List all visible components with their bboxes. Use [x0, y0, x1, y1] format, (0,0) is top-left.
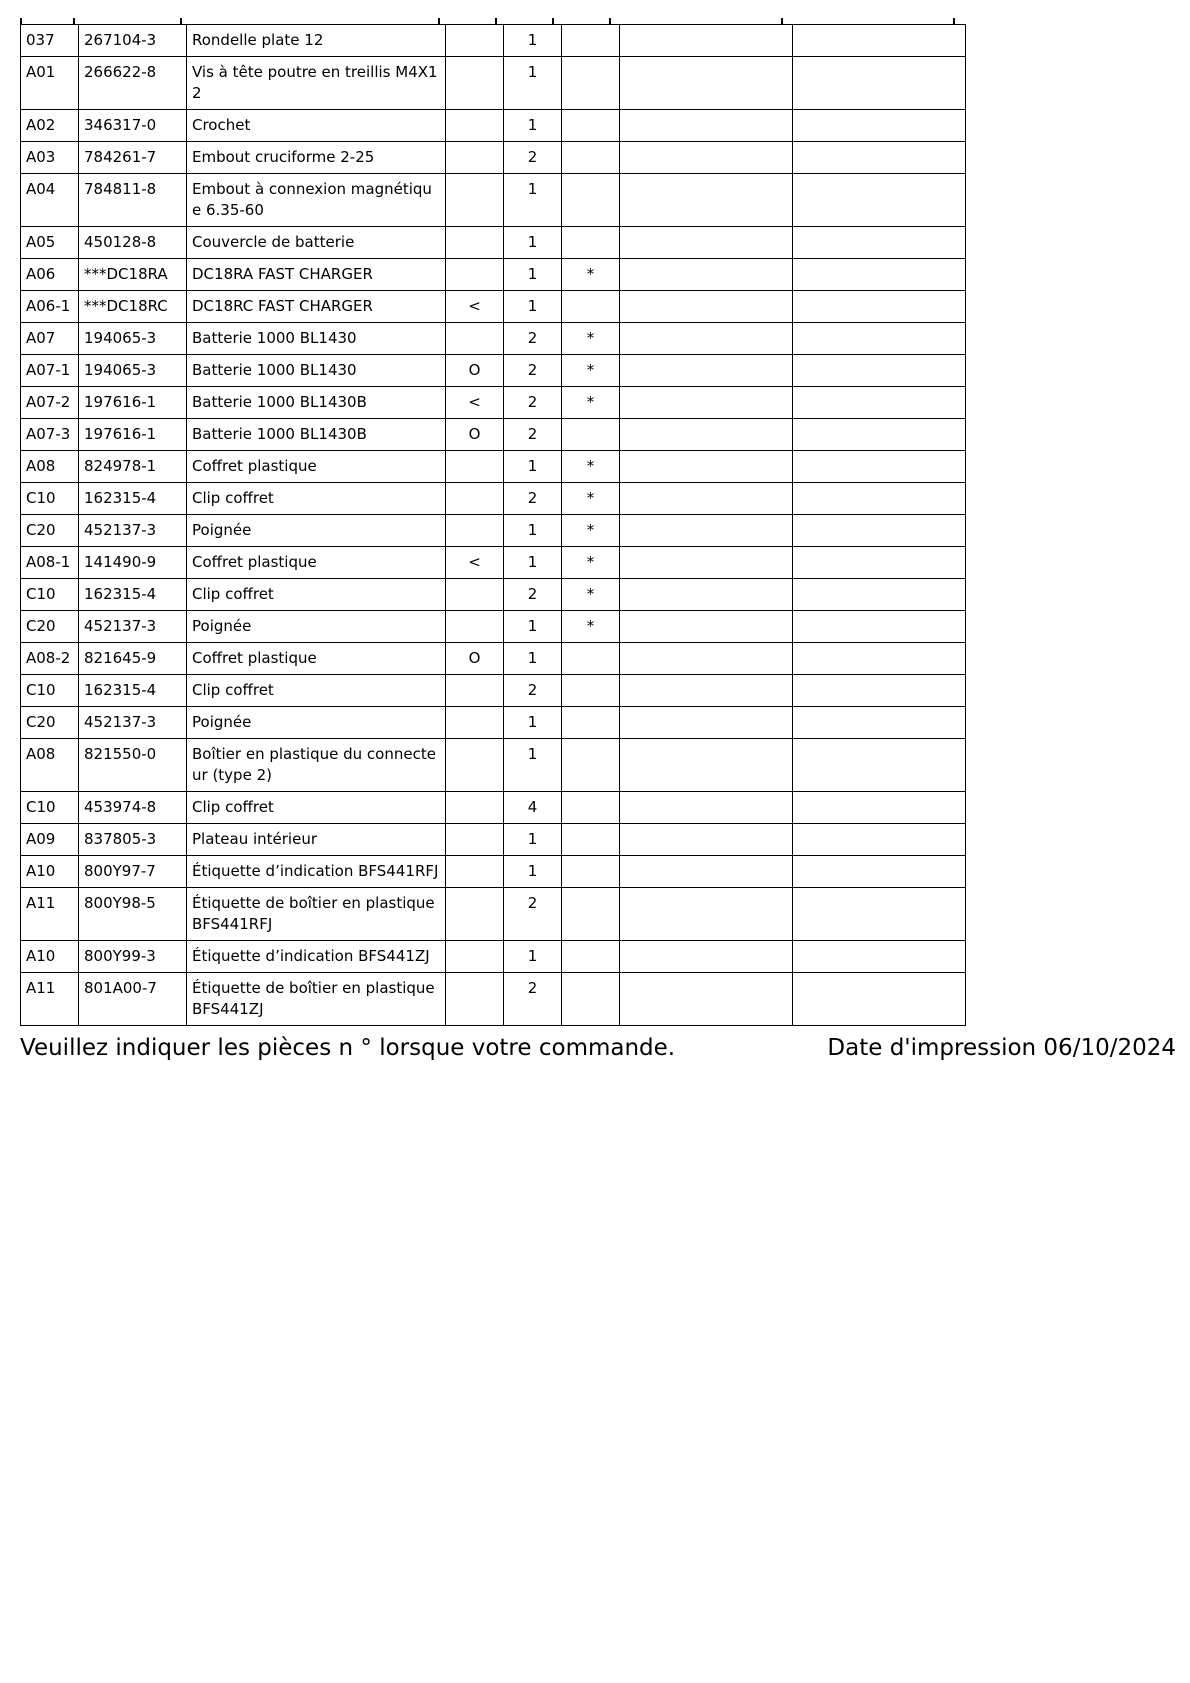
- empty-cell: [620, 174, 793, 227]
- empty-cell: [793, 387, 966, 419]
- quantity-cell: 1: [504, 57, 562, 110]
- empty-cell: [620, 643, 793, 675]
- table-row: [21, 611, 966, 643]
- ref-cell: A06-1: [21, 291, 79, 323]
- quantity-cell: 1: [504, 856, 562, 888]
- table-row: [21, 888, 966, 941]
- table-row: [21, 675, 966, 707]
- ref-cell: A03: [21, 142, 79, 174]
- empty-cell: [620, 451, 793, 483]
- status-mark-cell: [446, 739, 504, 792]
- flag-cell: [562, 941, 620, 973]
- quantity-cell: 1: [504, 547, 562, 579]
- ref-cell: C20: [21, 707, 79, 739]
- flag-cell: [562, 142, 620, 174]
- empty-cell: [620, 387, 793, 419]
- description-cell: Boîtier en plastique du connecteur (type 2): [187, 739, 446, 792]
- empty-cell: [620, 792, 793, 824]
- description-cell: Couvercle de batterie: [187, 227, 446, 259]
- ref-cell: C20: [21, 515, 79, 547]
- flag-cell: [562, 824, 620, 856]
- table-row: [21, 547, 966, 579]
- part-number-cell: 450128-8: [79, 227, 187, 259]
- description-cell: Batterie 1000 BL1430B: [187, 419, 446, 451]
- flag-cell: [562, 643, 620, 675]
- description-cell: Clip coffret: [187, 792, 446, 824]
- empty-cell: [620, 675, 793, 707]
- ref-cell: A08-2: [21, 643, 79, 675]
- table-row: [21, 451, 966, 483]
- table-row: [21, 323, 966, 355]
- flag-cell: *: [562, 547, 620, 579]
- flag-cell: [562, 110, 620, 142]
- ref-cell: A07-3: [21, 419, 79, 451]
- flag-cell: [562, 174, 620, 227]
- empty-cell: [620, 57, 793, 110]
- table-row: [21, 856, 966, 888]
- table-row: [21, 579, 966, 611]
- table-row: [21, 824, 966, 856]
- quantity-cell: 1: [504, 25, 562, 57]
- empty-cell: [620, 355, 793, 387]
- part-number-cell: 197616-1: [79, 419, 187, 451]
- status-mark-cell: [446, 323, 504, 355]
- status-mark-cell: [446, 973, 504, 1026]
- empty-cell: [793, 888, 966, 941]
- quantity-cell: 2: [504, 419, 562, 451]
- status-mark-cell: O: [446, 355, 504, 387]
- part-number-cell: ***DC18RA: [79, 259, 187, 291]
- empty-cell: [793, 547, 966, 579]
- empty-cell: [793, 483, 966, 515]
- empty-cell: [620, 259, 793, 291]
- table-row: [21, 792, 966, 824]
- part-number-cell: 452137-3: [79, 515, 187, 547]
- flag-cell: [562, 707, 620, 739]
- empty-cell: [620, 739, 793, 792]
- ref-cell: A07: [21, 323, 79, 355]
- part-number-cell: 800Y98-5: [79, 888, 187, 941]
- flag-cell: [562, 792, 620, 824]
- description-cell: DC18RC FAST CHARGER: [187, 291, 446, 323]
- status-mark-cell: [446, 824, 504, 856]
- part-number-cell: 800Y97-7: [79, 856, 187, 888]
- table-row: [21, 355, 966, 387]
- status-mark-cell: <: [446, 291, 504, 323]
- status-mark-cell: O: [446, 643, 504, 675]
- part-number-cell: 162315-4: [79, 579, 187, 611]
- empty-cell: [620, 142, 793, 174]
- quantity-cell: 1: [504, 824, 562, 856]
- quantity-cell: 1: [504, 739, 562, 792]
- flag-cell: *: [562, 451, 620, 483]
- table-row: [21, 739, 966, 792]
- parts-table-body: [21, 25, 966, 1026]
- quantity-cell: 2: [504, 387, 562, 419]
- quantity-cell: 2: [504, 323, 562, 355]
- status-mark-cell: [446, 515, 504, 547]
- quantity-cell: 1: [504, 174, 562, 227]
- quantity-cell: 2: [504, 355, 562, 387]
- description-cell: Étiquette de boîtier en plastique BFS441ZJ: [187, 973, 446, 1026]
- empty-cell: [620, 419, 793, 451]
- flag-cell: *: [562, 579, 620, 611]
- description-cell: Coffret plastique: [187, 451, 446, 483]
- status-mark-cell: [446, 110, 504, 142]
- table-row: [21, 643, 966, 675]
- flag-cell: [562, 856, 620, 888]
- empty-cell: [793, 515, 966, 547]
- table-row: [21, 227, 966, 259]
- ref-cell: A04: [21, 174, 79, 227]
- status-mark-cell: [446, 483, 504, 515]
- quantity-cell: 2: [504, 675, 562, 707]
- flag-cell: [562, 57, 620, 110]
- ref-cell: C10: [21, 675, 79, 707]
- part-number-cell: 194065-3: [79, 323, 187, 355]
- empty-cell: [793, 675, 966, 707]
- quantity-cell: 1: [504, 515, 562, 547]
- parts-table: [20, 24, 966, 1026]
- table-row: [21, 174, 966, 227]
- empty-cell: [620, 611, 793, 643]
- part-number-cell: 194065-3: [79, 355, 187, 387]
- part-number-cell: 837805-3: [79, 824, 187, 856]
- empty-cell: [793, 323, 966, 355]
- description-cell: Clip coffret: [187, 483, 446, 515]
- description-cell: DC18RA FAST CHARGER: [187, 259, 446, 291]
- flag-cell: [562, 739, 620, 792]
- print-date: Date d'impression 06/10/2024: [827, 1035, 1176, 1061]
- flag-cell: [562, 675, 620, 707]
- empty-cell: [793, 941, 966, 973]
- flag-cell: *: [562, 355, 620, 387]
- part-number-cell: 784811-8: [79, 174, 187, 227]
- description-cell: Batterie 1000 BL1430: [187, 355, 446, 387]
- description-cell: Étiquette de boîtier en plastique BFS441RFJ: [187, 888, 446, 941]
- empty-cell: [793, 57, 966, 110]
- empty-cell: [793, 142, 966, 174]
- ref-cell: A08-1: [21, 547, 79, 579]
- description-cell: Batterie 1000 BL1430B: [187, 387, 446, 419]
- part-number-cell: 197616-1: [79, 387, 187, 419]
- quantity-cell: 1: [504, 451, 562, 483]
- table-row: [21, 941, 966, 973]
- description-cell: Clip coffret: [187, 579, 446, 611]
- part-number-cell: 821645-9: [79, 643, 187, 675]
- part-number-cell: 824978-1: [79, 451, 187, 483]
- part-number-cell: ***DC18RC: [79, 291, 187, 323]
- status-mark-cell: [446, 579, 504, 611]
- quantity-cell: 1: [504, 227, 562, 259]
- status-mark-cell: [446, 25, 504, 57]
- ref-cell: A08: [21, 739, 79, 792]
- ref-cell: A05: [21, 227, 79, 259]
- ref-cell: C10: [21, 579, 79, 611]
- description-cell: Coffret plastique: [187, 643, 446, 675]
- empty-cell: [793, 856, 966, 888]
- description-cell: Plateau intérieur: [187, 824, 446, 856]
- part-number-cell: 452137-3: [79, 611, 187, 643]
- empty-cell: [620, 579, 793, 611]
- flag-cell: *: [562, 387, 620, 419]
- quantity-cell: 2: [504, 483, 562, 515]
- flag-cell: [562, 291, 620, 323]
- ref-cell: A09: [21, 824, 79, 856]
- table-row: [21, 419, 966, 451]
- description-cell: Crochet: [187, 110, 446, 142]
- quantity-cell: 1: [504, 941, 562, 973]
- status-mark-cell: [446, 57, 504, 110]
- description-cell: Étiquette d’indication BFS441ZJ: [187, 941, 446, 973]
- status-mark-cell: [446, 259, 504, 291]
- ref-cell: A11: [21, 888, 79, 941]
- quantity-cell: 2: [504, 973, 562, 1026]
- empty-cell: [793, 291, 966, 323]
- empty-cell: [793, 643, 966, 675]
- part-number-cell: 452137-3: [79, 707, 187, 739]
- part-number-cell: 162315-4: [79, 675, 187, 707]
- flag-cell: *: [562, 611, 620, 643]
- ref-cell: A02: [21, 110, 79, 142]
- empty-cell: [793, 25, 966, 57]
- part-number-cell: 266622-8: [79, 57, 187, 110]
- flag-cell: [562, 888, 620, 941]
- part-number-cell: 800Y99-3: [79, 941, 187, 973]
- empty-cell: [620, 291, 793, 323]
- table-row: [21, 25, 966, 57]
- part-number-cell: 821550-0: [79, 739, 187, 792]
- table-row: [21, 973, 966, 1026]
- status-mark-cell: [446, 792, 504, 824]
- table-row: [21, 515, 966, 547]
- empty-cell: [620, 824, 793, 856]
- empty-cell: [793, 227, 966, 259]
- status-mark-cell: [446, 675, 504, 707]
- table-row: [21, 707, 966, 739]
- description-cell: Batterie 1000 BL1430: [187, 323, 446, 355]
- empty-cell: [620, 110, 793, 142]
- ref-cell: C10: [21, 483, 79, 515]
- empty-cell: [793, 110, 966, 142]
- ref-cell: A08: [21, 451, 79, 483]
- description-cell: Coffret plastique: [187, 547, 446, 579]
- order-instruction: Veuillez indiquer les pièces n ° lorsque votre commande.: [20, 1035, 676, 1061]
- part-number-cell: 801A00-7: [79, 973, 187, 1026]
- flag-cell: *: [562, 483, 620, 515]
- empty-cell: [620, 547, 793, 579]
- ref-cell: A11: [21, 973, 79, 1026]
- empty-cell: [793, 973, 966, 1026]
- quantity-cell: 1: [504, 291, 562, 323]
- description-cell: Clip coffret: [187, 675, 446, 707]
- quantity-cell: 2: [504, 142, 562, 174]
- flag-cell: [562, 973, 620, 1026]
- description-cell: Poignée: [187, 515, 446, 547]
- part-number-cell: 267104-3: [79, 25, 187, 57]
- quantity-cell: 2: [504, 888, 562, 941]
- empty-cell: [620, 25, 793, 57]
- quantity-cell: 1: [504, 110, 562, 142]
- status-mark-cell: [446, 941, 504, 973]
- quantity-cell: 1: [504, 611, 562, 643]
- flag-cell: [562, 419, 620, 451]
- ref-cell: A06: [21, 259, 79, 291]
- description-cell: Étiquette d’indication BFS441RFJ: [187, 856, 446, 888]
- table-row: [21, 483, 966, 515]
- empty-cell: [793, 792, 966, 824]
- empty-cell: [620, 323, 793, 355]
- ref-cell: A07-2: [21, 387, 79, 419]
- quantity-cell: 1: [504, 259, 562, 291]
- empty-cell: [620, 856, 793, 888]
- status-mark-cell: [446, 611, 504, 643]
- ref-cell: 037: [21, 25, 79, 57]
- empty-cell: [793, 259, 966, 291]
- ref-cell: A10: [21, 856, 79, 888]
- empty-cell: [793, 611, 966, 643]
- status-mark-cell: [446, 888, 504, 941]
- empty-cell: [620, 973, 793, 1026]
- part-number-cell: 162315-4: [79, 483, 187, 515]
- empty-cell: [793, 824, 966, 856]
- empty-cell: [620, 888, 793, 941]
- status-mark-cell: [446, 451, 504, 483]
- ref-cell: C10: [21, 792, 79, 824]
- flag-cell: [562, 227, 620, 259]
- table-row: [21, 110, 966, 142]
- quantity-cell: 4: [504, 792, 562, 824]
- empty-cell: [793, 419, 966, 451]
- flag-cell: *: [562, 515, 620, 547]
- part-number-cell: 453974-8: [79, 792, 187, 824]
- empty-cell: [620, 483, 793, 515]
- description-cell: Rondelle plate 12: [187, 25, 446, 57]
- description-cell: Embout cruciforme 2-25: [187, 142, 446, 174]
- status-mark-cell: [446, 856, 504, 888]
- empty-cell: [620, 515, 793, 547]
- status-mark-cell: [446, 174, 504, 227]
- status-mark-cell: <: [446, 387, 504, 419]
- part-number-cell: 784261-7: [79, 142, 187, 174]
- empty-cell: [793, 451, 966, 483]
- description-cell: Vis à tête poutre en treillis M4X12: [187, 57, 446, 110]
- flag-cell: *: [562, 259, 620, 291]
- flag-cell: [562, 25, 620, 57]
- status-mark-cell: [446, 227, 504, 259]
- status-mark-cell: [446, 707, 504, 739]
- status-mark-cell: O: [446, 419, 504, 451]
- empty-cell: [620, 707, 793, 739]
- description-cell: Poignée: [187, 707, 446, 739]
- ref-cell: C20: [21, 611, 79, 643]
- status-mark-cell: [446, 142, 504, 174]
- empty-cell: [793, 579, 966, 611]
- part-number-cell: 141490-9: [79, 547, 187, 579]
- ref-cell: A07-1: [21, 355, 79, 387]
- table-row: [21, 57, 966, 110]
- ref-cell: A10: [21, 941, 79, 973]
- part-number-cell: 346317-0: [79, 110, 187, 142]
- description-cell: Embout à connexion magnétique 6.35-60: [187, 174, 446, 227]
- empty-cell: [793, 707, 966, 739]
- quantity-cell: 1: [504, 707, 562, 739]
- empty-cell: [793, 355, 966, 387]
- status-mark-cell: <: [446, 547, 504, 579]
- table-row: [21, 291, 966, 323]
- table-row: [21, 259, 966, 291]
- table-row: [21, 142, 966, 174]
- ref-cell: A01: [21, 57, 79, 110]
- empty-cell: [620, 941, 793, 973]
- table-row: [21, 387, 966, 419]
- flag-cell: *: [562, 323, 620, 355]
- quantity-cell: 1: [504, 643, 562, 675]
- empty-cell: [793, 174, 966, 227]
- empty-cell: [793, 739, 966, 792]
- quantity-cell: 2: [504, 579, 562, 611]
- description-cell: Poignée: [187, 611, 446, 643]
- empty-cell: [620, 227, 793, 259]
